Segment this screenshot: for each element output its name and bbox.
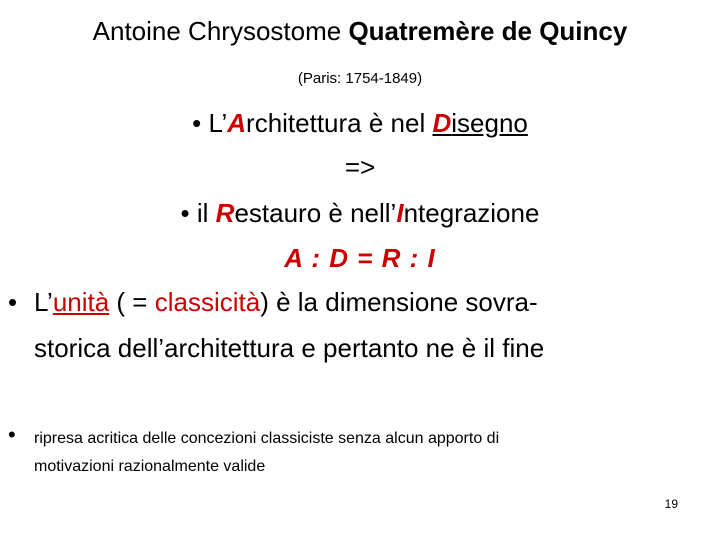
bullet: • xyxy=(8,422,16,447)
letter-r: R xyxy=(215,198,235,228)
slide-subtitle: (Paris: 1754-1849) xyxy=(297,70,423,87)
unity-line-1 xyxy=(34,287,538,318)
letter-i: I xyxy=(396,198,404,228)
line1-post: isegno xyxy=(451,108,528,138)
architecture-line xyxy=(0,108,720,139)
line3-post: ntegrazione xyxy=(403,198,540,228)
unity-pre: L’ xyxy=(34,287,53,317)
critique-line-1: ripresa acritica delle concezioni classiciste senza alcun apporto di xyxy=(34,430,500,447)
bullet: • xyxy=(180,198,190,228)
arrow-line: => xyxy=(344,152,376,182)
line1-mid: rchitettura è nel xyxy=(246,108,433,138)
word-classicita: classicità xyxy=(154,287,261,317)
formula: A : D = R : I xyxy=(284,243,436,273)
title-regular: Antoine Chrysostome xyxy=(92,16,349,46)
bullet: • xyxy=(8,287,18,317)
line3-mid: estauro è nell’ xyxy=(234,198,397,228)
slide-title xyxy=(0,16,720,47)
critique-line-2: motivazioni razionalmente valide xyxy=(34,458,266,475)
unity-line-2: storica dell’architettura e pertanto ne è il fine xyxy=(34,333,545,363)
page-number: 19 xyxy=(664,497,678,511)
letter-d: D xyxy=(432,108,452,138)
restoration-line xyxy=(0,198,720,229)
bullet: • xyxy=(192,108,202,138)
unity-mid1: ( = xyxy=(109,287,155,317)
letter-a: A xyxy=(227,108,247,138)
unity-mid2: ) è la dimensione sovra- xyxy=(260,287,538,317)
word-unita: unità xyxy=(52,287,110,317)
line3-pre: il xyxy=(189,198,216,228)
title-bold: Quatremère de Quincy xyxy=(348,16,628,46)
line1-pre: L’ xyxy=(201,108,228,138)
